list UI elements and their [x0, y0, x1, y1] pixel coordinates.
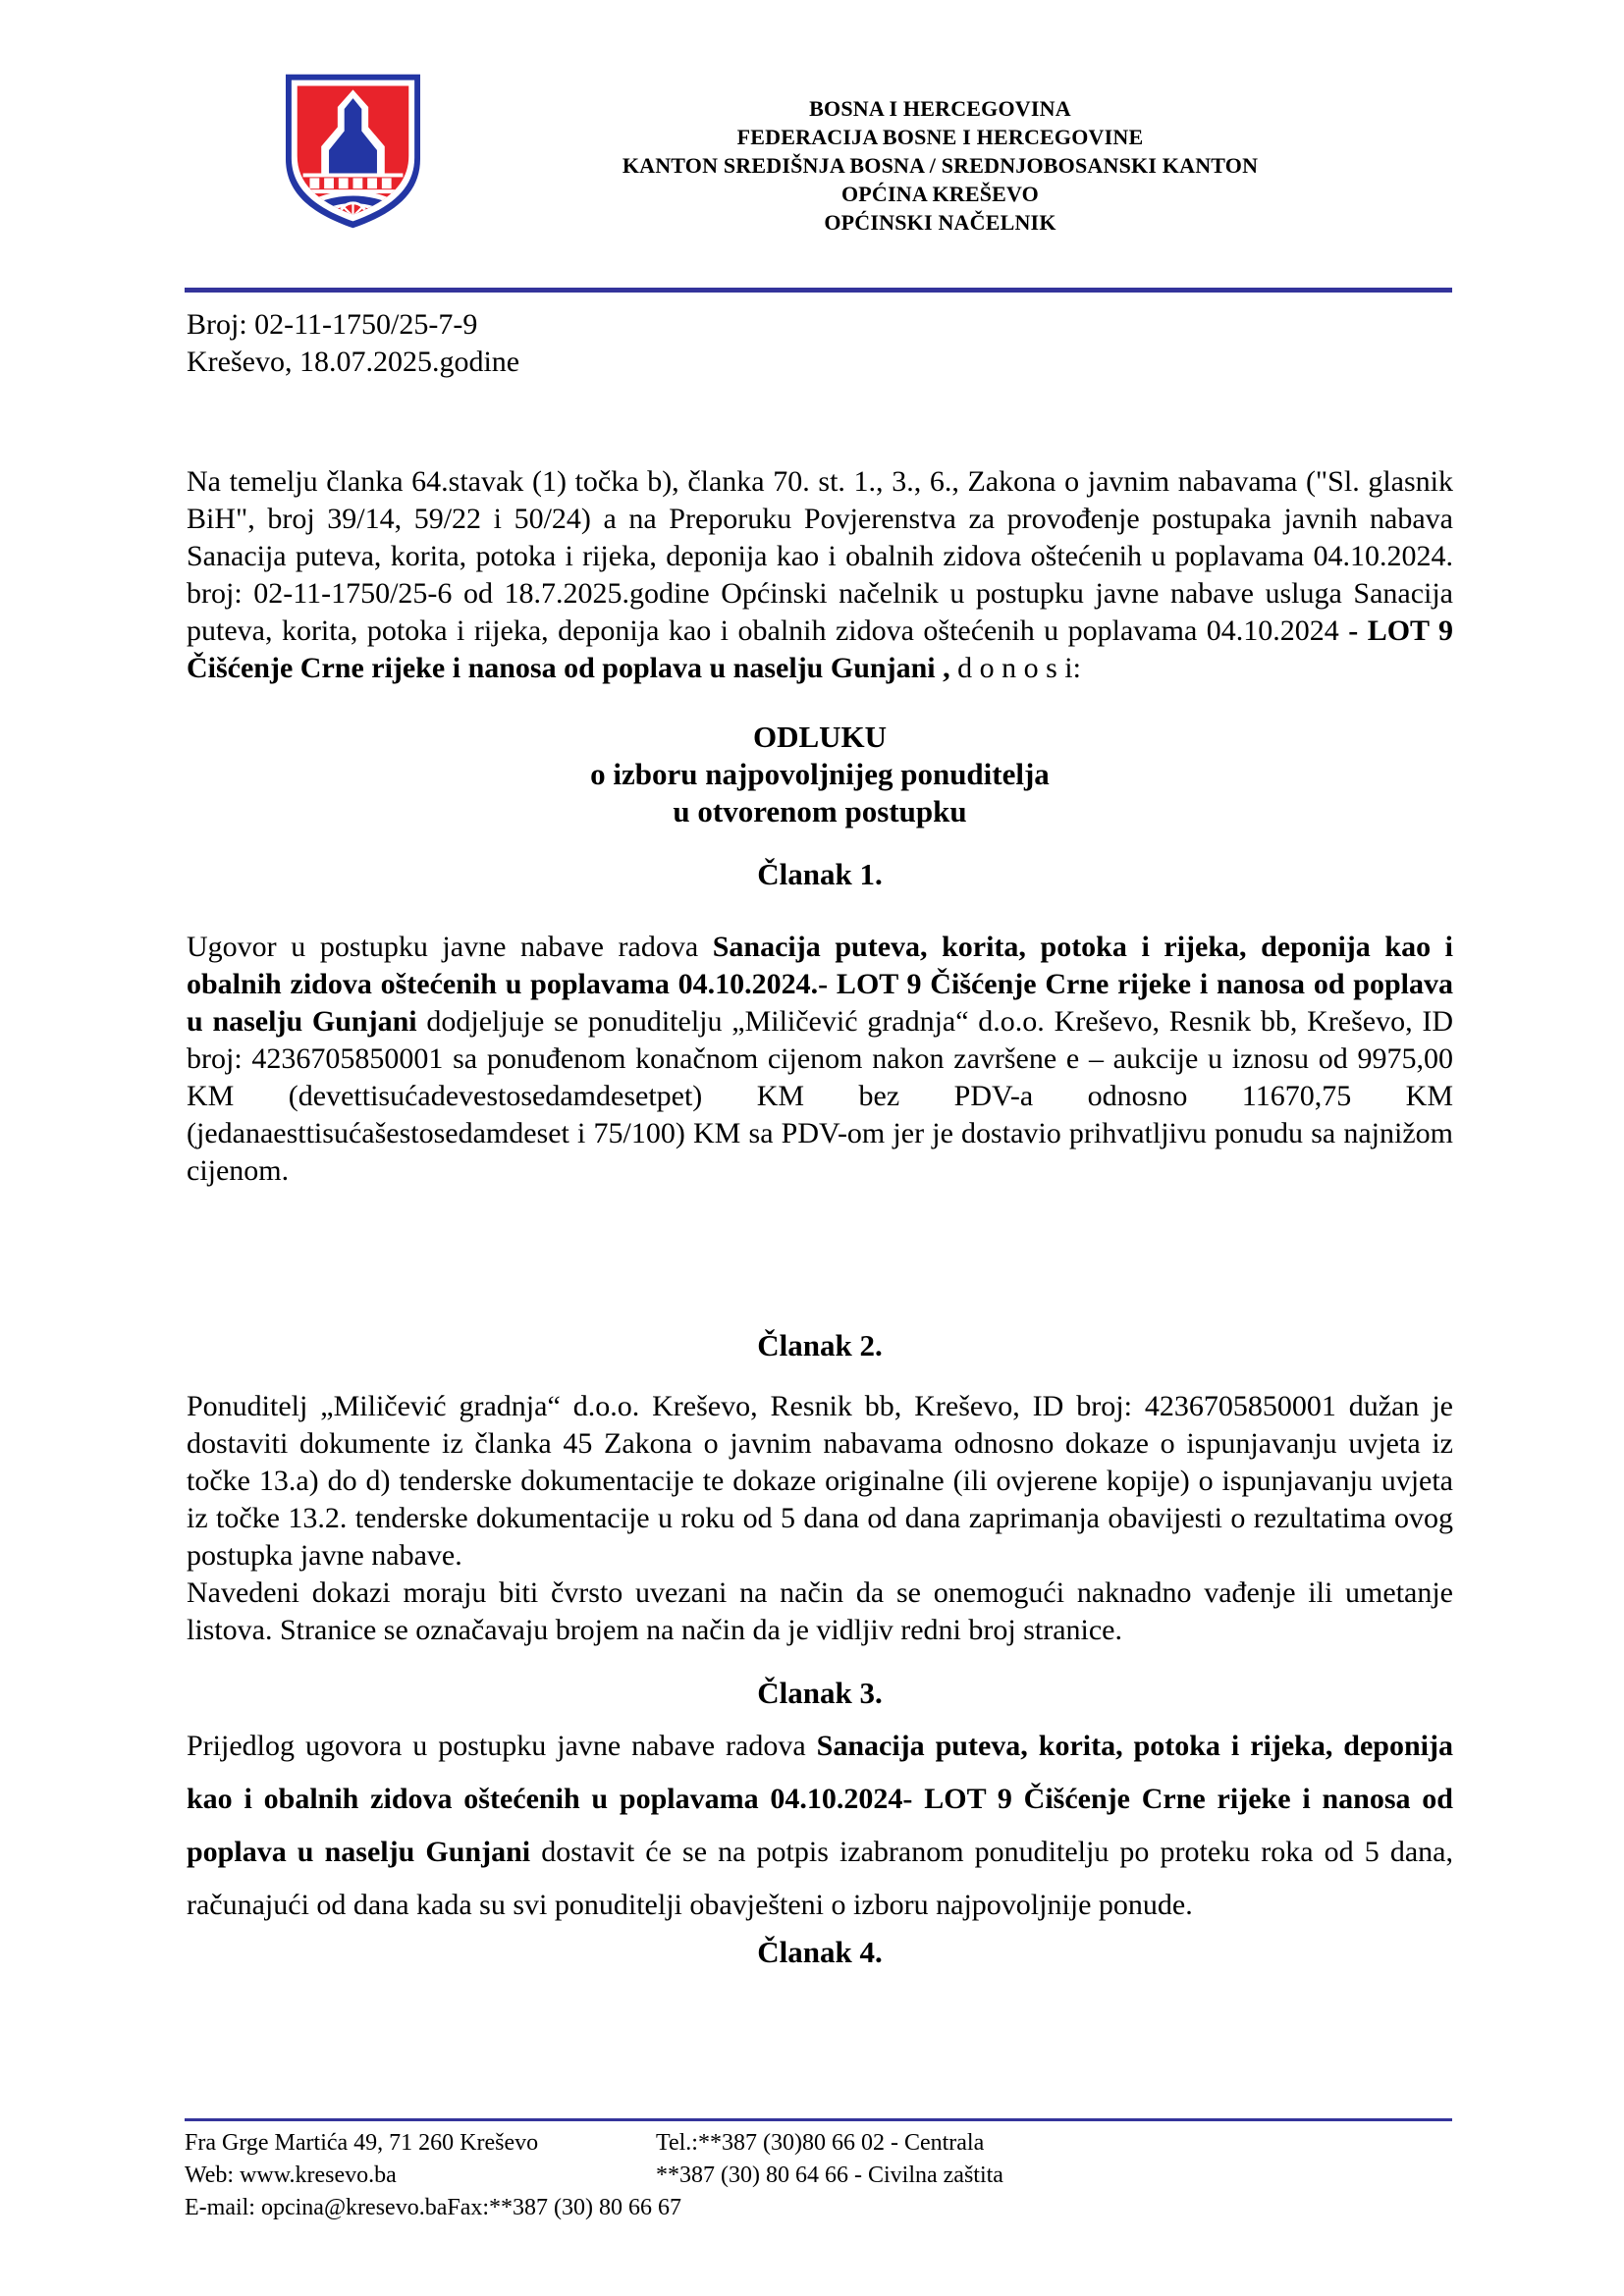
- header-divider: [185, 288, 1452, 293]
- article-3-delivery-text: dostavit će se na potpis izabranom ponuditelju po proteku roka od 5 dana, računajući od dana kada su svi ponuditelji obavješteni o izboru najpovoljnije ponude.: [187, 1836, 1453, 1921]
- coat-of-arms-icon: [286, 74, 420, 229]
- decision-title-block: [187, 719, 1453, 830]
- article-2-heading: Članak 2.: [757, 1328, 883, 1362]
- article-1-text: Ugovor u postupku javne nabave radova: [187, 931, 713, 963]
- article-3-subject-bold: Sanacija puteva, korita, potoka i rijeka, deponija kao i obalnih zidova oštećenih u poplavama 04.10.2024- LOT 9 Čišćenje Crne rijeke i nanosa od poplava u naselju Gunjani: [187, 1730, 1453, 1868]
- footer-email-fax: E-mail: opcina@kresevo.baFax:**387 (30) 80 66 67: [185, 2195, 681, 2220]
- footer-row-1: [185, 2127, 1452, 2160]
- document-number: Broj: 02-11-1750/25-7-9: [187, 308, 478, 341]
- preamble-lot-bold: - LOT 9 Čišćenje Crne rijeke i nanosa od poplava u naselju Gunjani ,: [187, 614, 1453, 684]
- article-1-subject-bold: Sanacija puteva, korita, potoka i rijeka, deponija kao i obalnih zidova oštećenih u poplavama 04.10.2024.- LOT 9 Čišćenje Crne rijeke i nanosa od poplava u naselju Gunjani: [187, 931, 1453, 1038]
- article-3-text: Prijedlog ugovora u postupku javne nabave radova: [187, 1730, 817, 1762]
- org-line-canton: KANTON SREDIŠNJA BOSNA / SREDNJOBOSANSKI KANTON: [622, 153, 1259, 178]
- place-date-line: Kreševo, 18.07.2025.godine: [187, 346, 520, 378]
- article-4-heading: Članak 4.: [757, 1935, 883, 1969]
- article-3-paragraph: [187, 1720, 1453, 1932]
- preamble-closing: d o n o s i:: [949, 652, 1081, 684]
- decision-subtitle-2: u otvorenom postupku: [673, 794, 967, 828]
- document-body: [187, 306, 1453, 1971]
- article-2-paragraph-1: Ponuditelj „Miličević gradnja“ d.o.o. Kreševo, Resnik bb, Kreševo, ID broj: 4236705850001 dužan je dostaviti dokumente iz članka 45 Zakona o javnim nabavama odnosno dokaze o ispunjavanju uvjeta iz točke 13.a) do d) tenderske dokumentacije te dokaze originalne (ili ovjerene kopije) o ispunjavanju uvjeta iz točke 13.2. tenderske dokumentacije u roku od 5 dana od dana zaprimanja obavijesti o rezultatima ovog postupka javne nabave.: [187, 1390, 1453, 1572]
- article-3-heading: Članak 3.: [757, 1676, 883, 1710]
- article-1-heading: Članak 1.: [757, 857, 883, 891]
- footer-divider: [185, 2118, 1452, 2121]
- org-line-mayor-office: OPĆINSKI NAČELNIK: [824, 210, 1056, 235]
- footer-tel-civilna: **387 (30) 80 64 66 - Civilna zaštita: [656, 2163, 1003, 2188]
- preamble-paragraph: [187, 463, 1453, 687]
- org-line-country: BOSNA I HERCEGOVINA: [809, 96, 1071, 121]
- footer-web: Web: www.kresevo.ba: [185, 2163, 397, 2188]
- org-line-federation: FEDERACIJA BOSNE I HERCEGOVINE: [736, 125, 1144, 149]
- preamble-text: Na temelju članka 64.stavak (1) točka b), članka 70. st. 1., 3., 6., Zakona o javnim nabavama ("Sl. glasnik BiH", broj 39/14, 59/22 i 50/24) a na Preporuku Povjerenstva za provođenje postupaka javnih nabava Sanacija puteva, korita, potoka i rijeka, deponija kao i obalnih zidova oštećenih u poplavama 04.10.2024. broj: 02-11-1750/25-6 od 18.7.2025.godine Općinski načelnik u postupku javne nabave usluga Sanacija puteva, korita, potoka i rijeka, deponija kao i obalnih zidova oštećenih u poplavama 04.10.2024: [187, 465, 1453, 647]
- decision-subtitle-1: o izboru najpovoljnijeg ponuditelja: [590, 757, 1050, 791]
- article-1-paragraph: [187, 929, 1453, 1190]
- footer-row-2: [185, 2160, 1452, 2192]
- footer-row-3: [185, 2192, 1452, 2224]
- letterhead: [427, 94, 1453, 237]
- page-footer: [185, 2118, 1452, 2224]
- article-2-paragraph-2: Navedeni dokazi moraju biti čvrsto uvezani na način da se onemogući naknadno vađenje ili umetanje listova. Stranice se označavaju brojem na način da je vidljiv redni broj stranice.: [187, 1576, 1453, 1646]
- footer-address: Fra Grge Martića 49, 71 260 Kreševo: [185, 2130, 539, 2156]
- reference-block: [187, 306, 1453, 381]
- org-line-municipality: OPĆINA KREŠEVO: [840, 182, 1039, 206]
- article-2-body: [187, 1388, 1453, 1649]
- article-1-award-text: dodjeljuje se ponuditelju „Miličević gradnja“ d.o.o. Kreševo, Resnik bb, Kreševo, ID broj: 4236705850001 sa ponuđenom konačnom cijenom nakon završene e – aukcije u iznosu od 9975,00 KM (devettisućadevestosedamdesetpet) KM bez PDV-a odnosno 11670,75 KM (jedanaesttisućašestosedamdeset i 75/100) KM sa PDV-om jer je dostavio prihvatljivu ponudu sa najnižom cijenom.: [187, 1005, 1454, 1187]
- decision-title: ODLUKU: [752, 720, 888, 754]
- footer-tel-centrala: Tel.:**387 (30)80 66 02 - Centrala: [656, 2130, 985, 2156]
